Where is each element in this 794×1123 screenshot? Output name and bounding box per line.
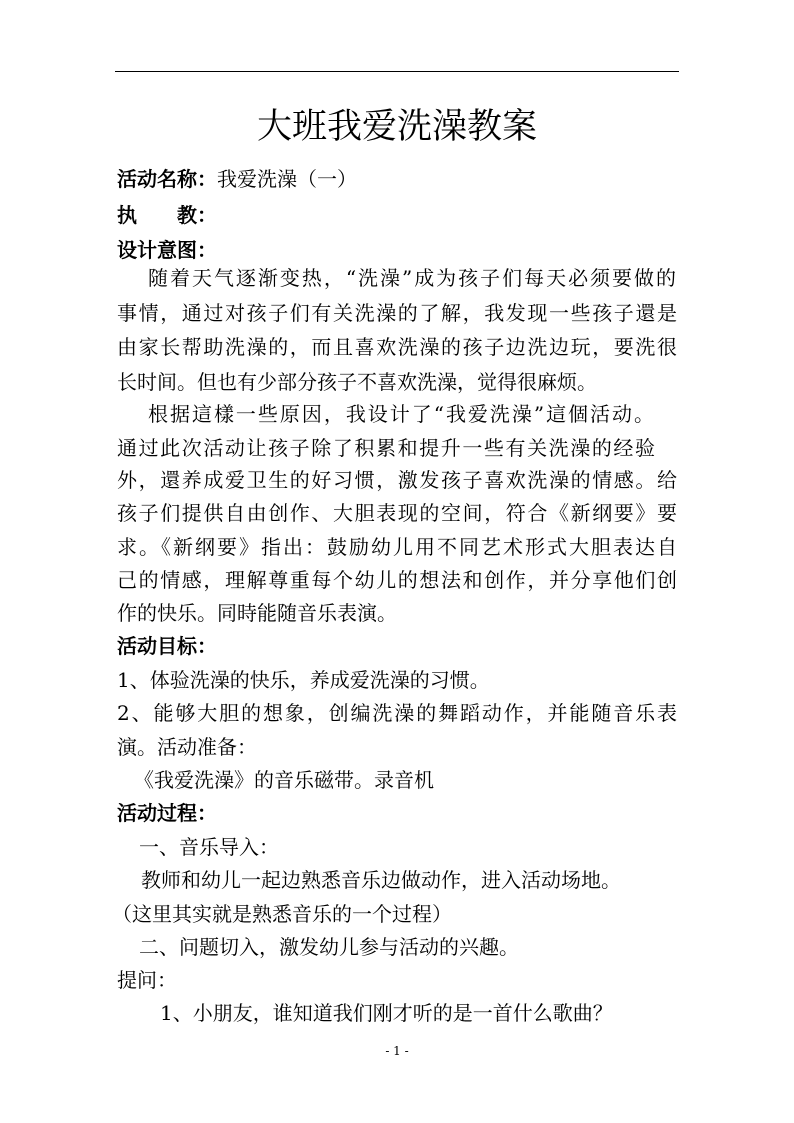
process-heading: 活动过程： <box>117 801 217 825</box>
process-step: 教师和幼儿一起边熟悉音乐边做动作，进入活动场地。 <box>141 868 621 892</box>
design-intent-line: 作的快乐。同時能随音乐表演。 <box>117 601 397 625</box>
process-step: 1、小朋友，谁知道我们刚才听的是一首什么歌曲？ <box>160 1001 613 1025</box>
design-intent-line: 由家长帮助洗澡的，而且喜欢洗澡的孩子边洗边玩，要洗很 <box>117 335 677 359</box>
materials-line: 《我爱洗澡》的音乐磁带。录音机 <box>134 768 434 792</box>
design-intent-line: 求。《新纲要》指出：鼓励幼儿用不同艺术形式大胆表达自 <box>117 535 677 559</box>
header-rule <box>115 71 679 72</box>
page-number: - 1 - <box>385 1044 409 1058</box>
teacher-label: 执 教： <box>117 203 217 227</box>
design-intent-heading: 设计意图： <box>117 238 217 262</box>
design-intent-line: 随着天气逐渐变热，“洗澡”成为孩子们每天必须要做的 <box>148 266 676 290</box>
process-step: （这里其实就是熟悉音乐的一个过程） <box>112 902 452 926</box>
design-intent-line: 长时间。但也有少部分孩子不喜欢洗澡，觉得很麻烦。 <box>117 370 597 394</box>
activity-name-row <box>117 165 677 193</box>
goal-item: 2、能够大胆的想象，创编洗澡的舞蹈动作，并能随音乐表 <box>117 701 677 725</box>
goal-item: 演。活动准备： <box>117 735 257 759</box>
design-intent-line: 孩子们提供自由创作、大胆表现的空间，符合《新纲要》要 <box>117 501 677 525</box>
goal-item: 1、体验洗澡的快乐，养成爱洗澡的习惯。 <box>117 668 490 692</box>
design-intent-line: 通过此次活动让孩子除了积累和提升一些有关洗澡的经验 <box>117 436 655 460</box>
activity-name-label: 活动名称： <box>117 167 217 191</box>
design-intent-line: 外，還养成爱卫生的好习惯，激发孩子喜欢洗澡的情感。给 <box>117 468 677 492</box>
process-step: 二、问题切入，激发幼儿参与活动的兴趣。 <box>139 935 519 959</box>
process-step: 提问： <box>117 968 177 992</box>
design-intent-line: 事情，通过对孩子们有关洗澡的了解，我发现一些孩子還是 <box>117 301 677 325</box>
design-intent-line: 己的情感，理解尊重每个幼儿的想法和创作，并分享他们创 <box>117 568 677 592</box>
goals-heading: 活动目标： <box>117 634 217 658</box>
process-step: 一、音乐导入： <box>139 835 279 859</box>
document-title: 大班我爱洗澡教案 <box>256 107 537 147</box>
activity-name-value: 我爱洗澡（一） <box>217 167 357 191</box>
design-intent-line: 根据這樣一些原因，我设计了“我爱洗澡”這個活动。 <box>148 402 654 426</box>
